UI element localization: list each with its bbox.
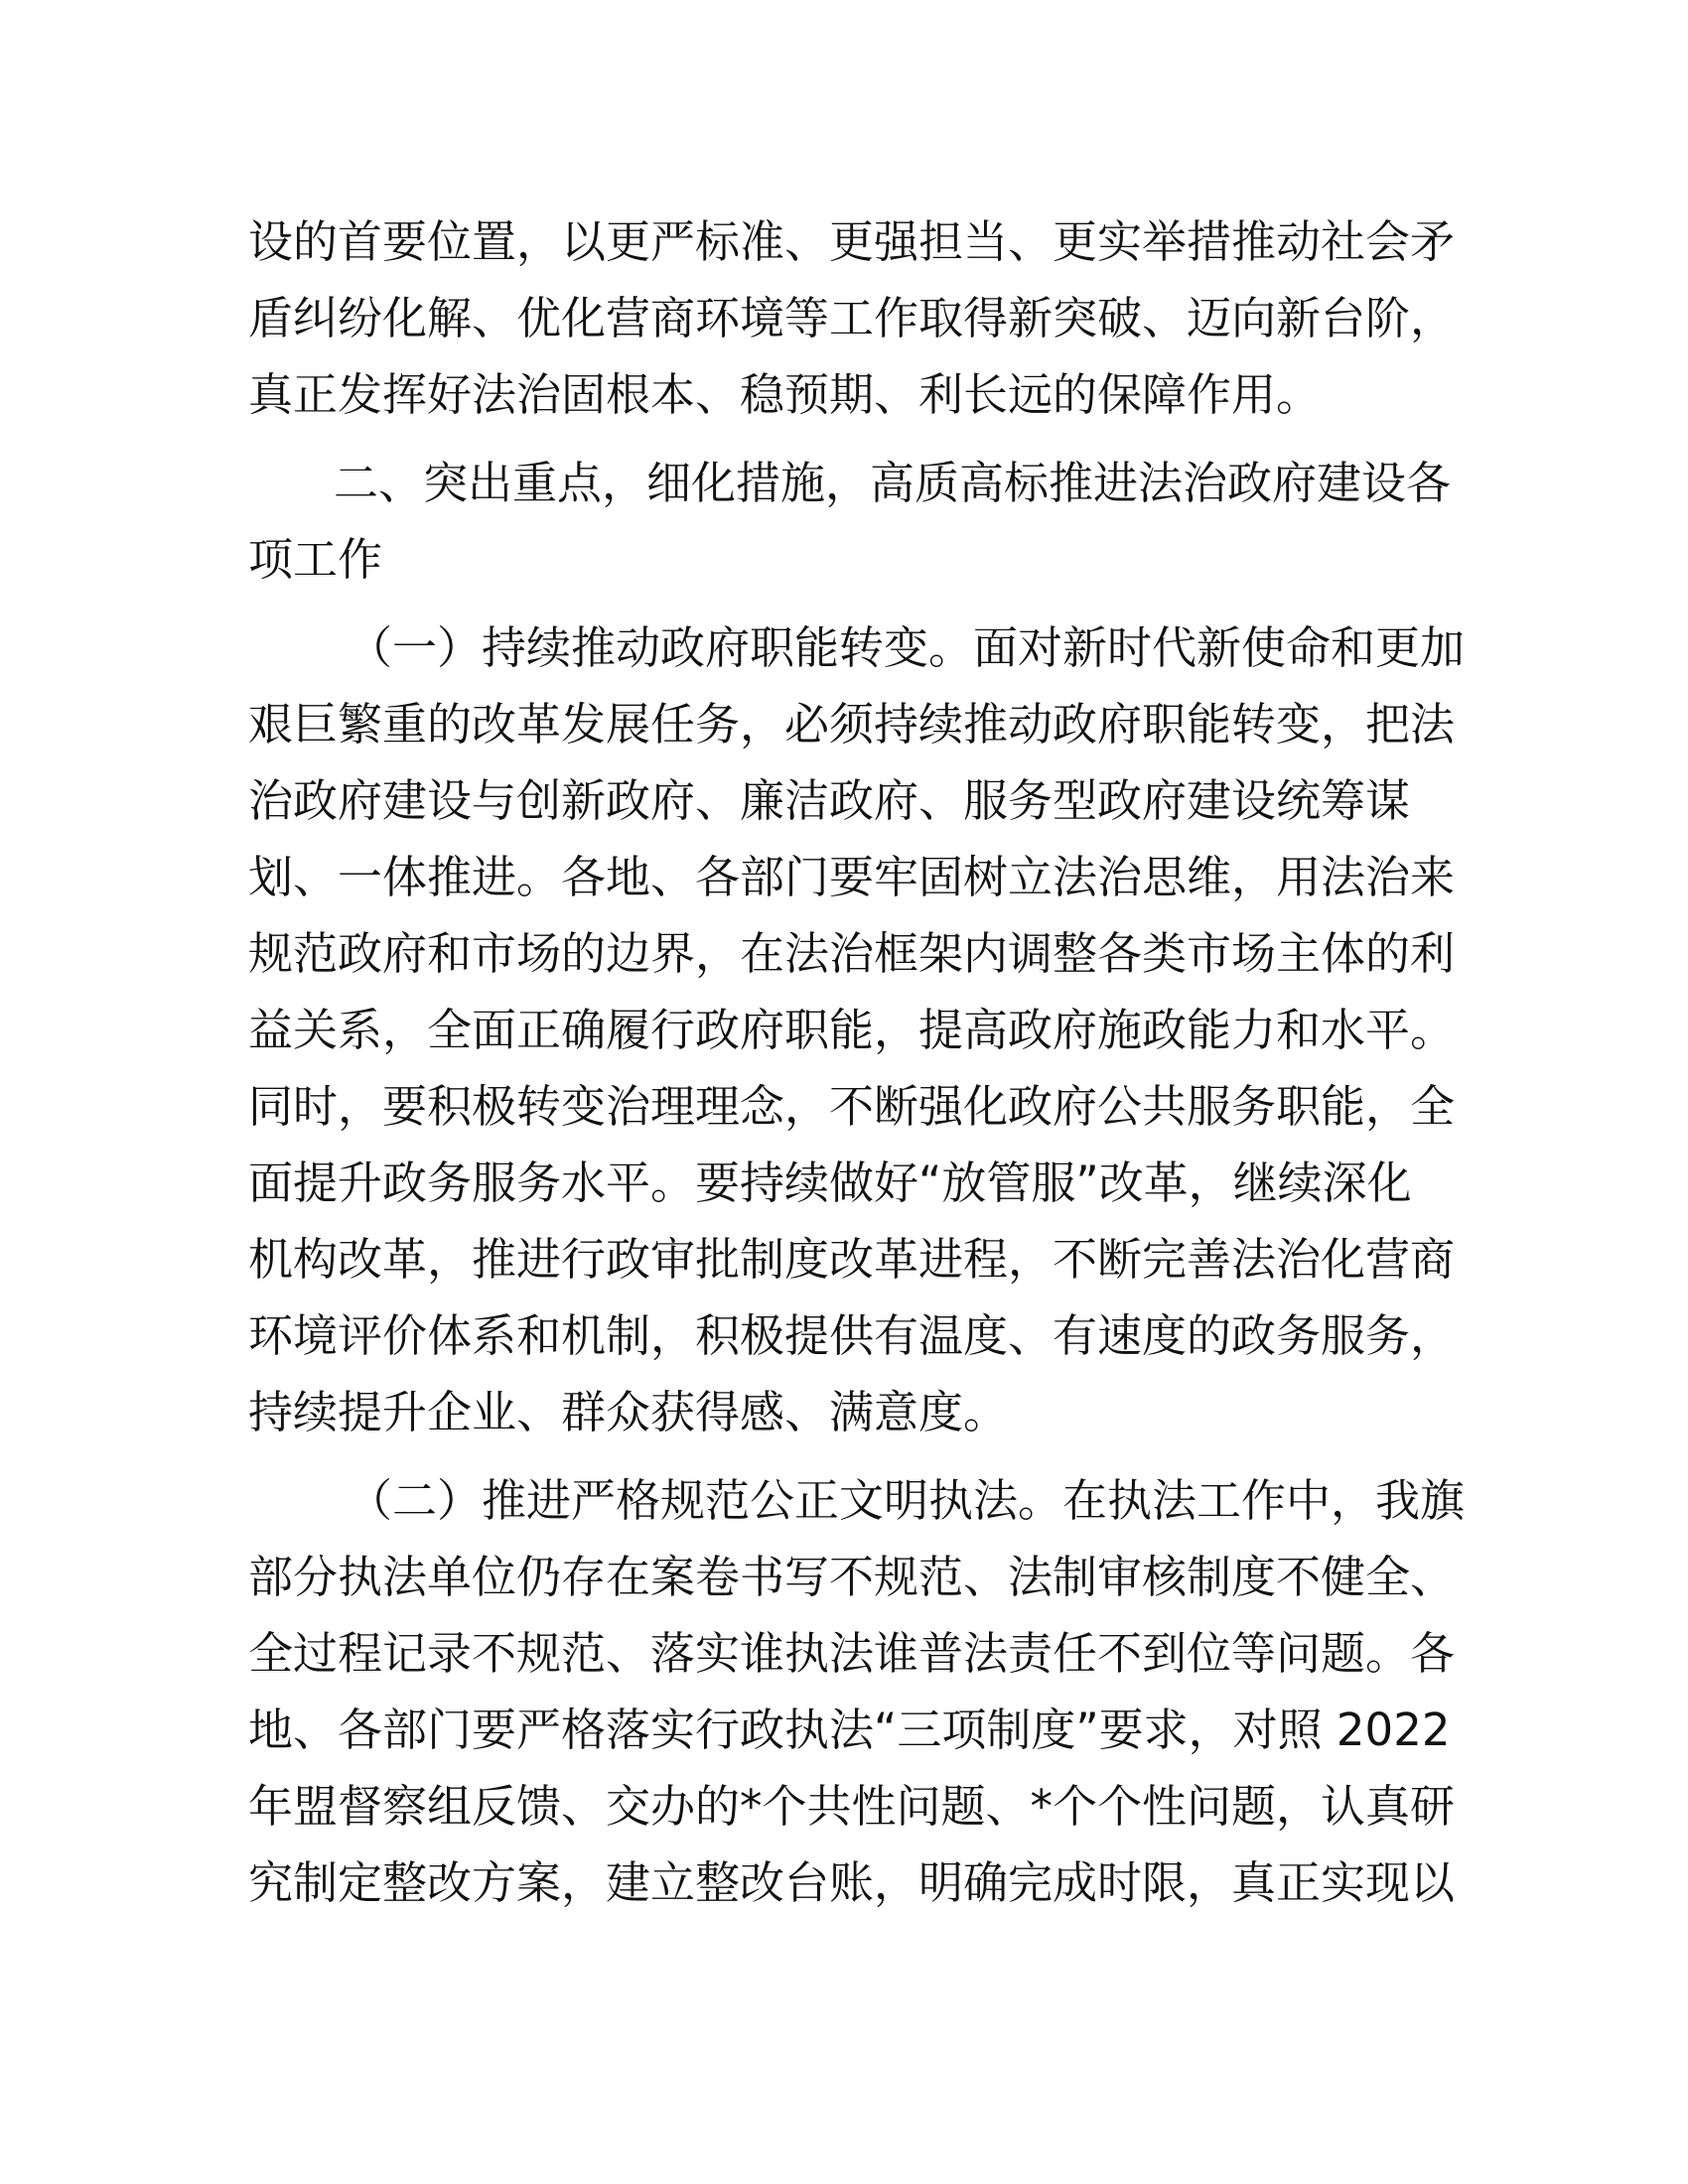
text-line: 设的首要位置，以更严标准、更强担当、更实举措推动社会矛 bbox=[248, 215, 1456, 268]
text-line: 规范政府和市场的边界，在法治框架内调整各类市场主体的利 bbox=[248, 927, 1456, 980]
text-line: 益关系，全面正确履行政府职能，提高政府施政能力和水平。 bbox=[248, 1004, 1456, 1056]
paragraph-intro-continuation bbox=[248, 204, 1456, 433]
text-line: 究制定整改方案，建立整改台账，明确完成时限，真正实现以 bbox=[248, 1856, 1456, 1909]
paragraph-subsection-1 bbox=[248, 610, 1466, 1450]
text-line: 真正发挥好法治固根本、稳预期、利长远的保障作用。 bbox=[248, 368, 1322, 421]
text-line: （二）推进严格规范公正文明执法。在执法工作中，我旗 bbox=[348, 1474, 1466, 1527]
paragraph-subsection-2 bbox=[248, 1462, 1466, 1921]
text-line: 机构改革，推进行政审批制度改革进程，不断完善法治化营商 bbox=[248, 1233, 1456, 1286]
heading-line: 二、突出重点，细化措施，高质高标推进法治政府建设各 bbox=[334, 457, 1452, 509]
heading-line: 项工作 bbox=[248, 533, 383, 586]
text-line: 治政府建设与创新政府、廉洁政府、服务型政府建设统筹谋 bbox=[248, 774, 1411, 827]
text-line: 持续提升企业、群众获得感、满意度。 bbox=[248, 1386, 1009, 1438]
text-line: 部分执法单位仍存在案卷书写不规范、法制审核制度不健全、 bbox=[248, 1551, 1456, 1603]
text-line: 面提升政务服务水平。要持续做好“放管服”改革，继续深化 bbox=[248, 1157, 1412, 1209]
text-line: 地、各部门要严格落实行政执法“三项制度”要求，对照 2022 bbox=[248, 1704, 1451, 1756]
section-heading-2 bbox=[248, 445, 1452, 598]
text-line: 同时，要积极转变治理理念，不断强化政府公共服务职能，全 bbox=[248, 1080, 1456, 1133]
text-line: （一）持续推动政府职能转变。面对新时代新使命和更加 bbox=[348, 621, 1466, 674]
text-line: 环境评价体系和机制，积极提供有温度、有速度的政务服务， bbox=[248, 1309, 1456, 1362]
text-line: 艰巨繁重的改革发展任务，必须持续推动政府职能转变，把法 bbox=[248, 698, 1456, 751]
text-line: 年盟督察组反馈、交办的*个共性问题、*个个性问题，认真研 bbox=[248, 1780, 1456, 1833]
text-line: 盾纠纷化解、优化营商环境等工作取得新突破、迈向新台阶， bbox=[248, 292, 1456, 344]
text-line: 划、一体推进。各地、各部门要牢固树立法治思维，用法治来 bbox=[248, 851, 1456, 903]
document-body bbox=[248, 204, 1466, 1933]
text-line: 全过程记录不规范、落实谁执法谁普法责任不到位等问题。各 bbox=[248, 1627, 1456, 1680]
